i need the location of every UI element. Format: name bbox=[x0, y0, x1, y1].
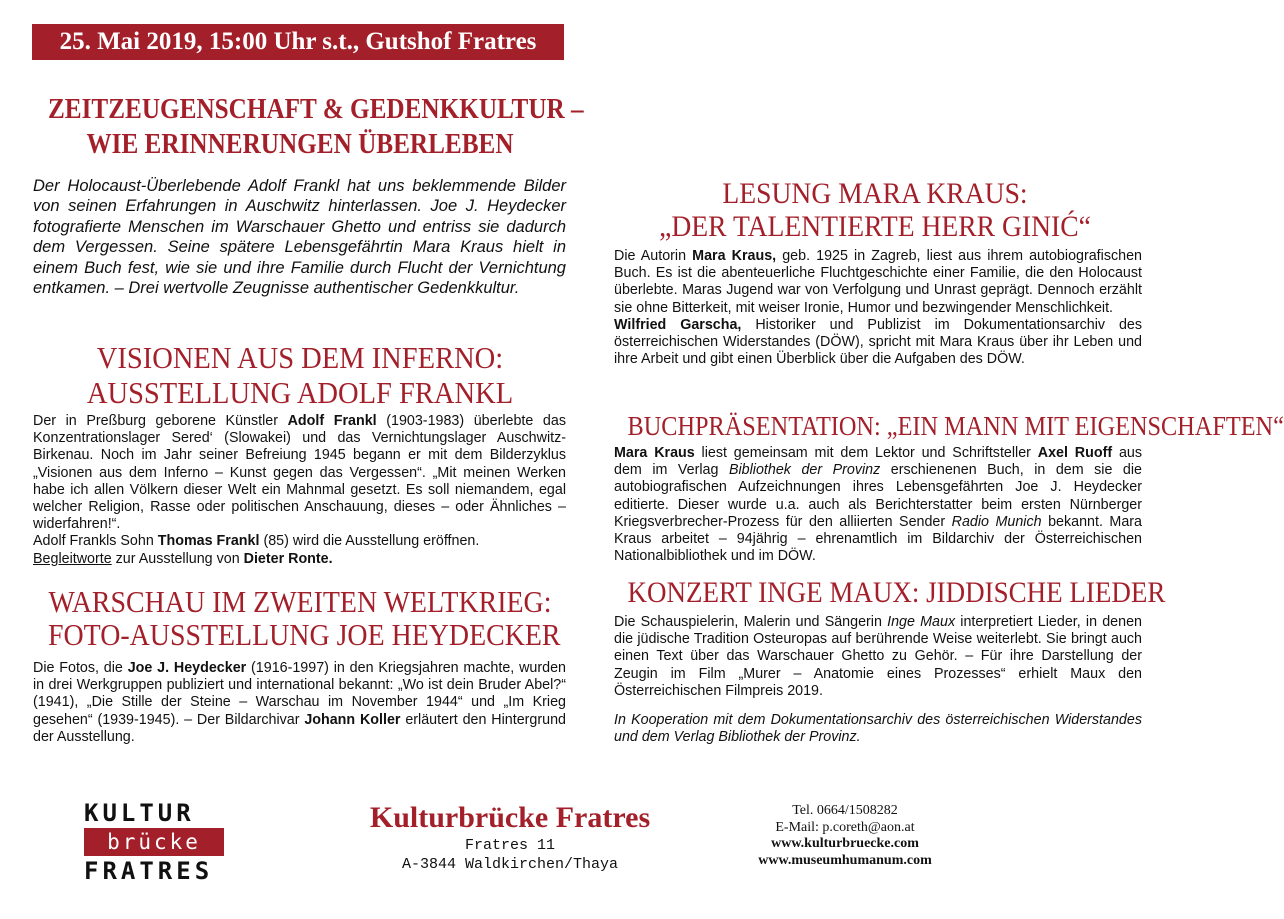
text-span: erschienenen Buch, in dem sie die autobiografischen Aufzeichnungen ihres Lebensgefährten Joe J. Heydecker editierte. Dieser wurde u.a. auch als Berichterstatter beim ersten Nürnberger Kriegsverbrecher-Prozess für den alliierten Sender bbox=[614, 462, 1143, 530]
frankl-opening-line bbox=[33, 533, 566, 550]
email-link[interactable]: E-Mail: p.coreth@aon.at bbox=[775, 819, 915, 835]
text-span: Die Fotos, die bbox=[33, 660, 128, 676]
heydecker-title-line-1: WARSCHAU IM ZWEITEN WELTKRIEG: bbox=[48, 584, 552, 619]
heydecker-description bbox=[33, 660, 566, 746]
reading-title-line-2: „DER TALENTIERTE HERR GINIĆ“ bbox=[659, 210, 1091, 243]
concert-description bbox=[614, 614, 1142, 700]
book-presentation-description bbox=[614, 445, 1142, 565]
author-name: Mara Kraus, bbox=[692, 248, 777, 264]
heydecker-exhibition-title bbox=[48, 584, 561, 652]
speaker-name: Dieter Ronte. bbox=[243, 550, 333, 567]
text-span: Adolf Frankls Sohn bbox=[33, 533, 158, 550]
heydecker-title-line-2: FOTO-AUSSTELLUNG JOE HEYDECKER bbox=[48, 617, 561, 652]
author-name: Mara Kraus bbox=[614, 445, 695, 461]
text-span: erläutert den Hintergrund der Ausstellung. bbox=[33, 711, 566, 745]
cooperation-note: In Kooperation mit dem Dokumentationsarchiv des österreichischen Widerstandes und dem Verlag Bibliothek der Provinz. bbox=[614, 712, 1142, 746]
historian-name: Wilfried Garscha, bbox=[614, 316, 742, 333]
date-banner: 25. Mai 2019, 15:00 Uhr s.t., Gutshof Fratres bbox=[32, 24, 564, 60]
logo-word-fratres: FRATRES bbox=[84, 857, 214, 885]
organizer-block bbox=[330, 800, 690, 874]
website-link-kulturbruecke[interactable]: www.kulturbruecke.com bbox=[771, 836, 919, 851]
text-span: Die Autorin bbox=[614, 248, 693, 264]
website-link-museumhumanum[interactable]: www.museumhumanum.com bbox=[758, 852, 932, 868]
logo-word-bruecke: brücke bbox=[84, 828, 224, 856]
concert-title: KONZERT INGE MAUX: JIDDISCHE LIEDER bbox=[627, 576, 1166, 609]
frankl-title-line-2: AUSSTELLUNG ADOLF FRANKL bbox=[86, 375, 514, 410]
address-line-2: A-3844 Waldkirchen/Thaya bbox=[401, 856, 619, 873]
contact-block bbox=[740, 803, 950, 869]
frankl-exhibition-title bbox=[42, 340, 557, 410]
frankl-description bbox=[33, 413, 566, 568]
main-title-line-2: WIE ERINNERUNGEN ÜBERLEBEN bbox=[86, 129, 514, 160]
phone: Tel. 0664/1508282 bbox=[792, 803, 898, 818]
son-name: Thomas Frankl bbox=[157, 533, 260, 550]
text-span: Historiker und Publizist im Dokumentationsarchiv des österreichischen Widerstandes (DÖW), spricht mit Mara Kraus über ihr Leben und ihre Arbeit und gibt einen Überblick über die Aufgaben des DÖW. bbox=[614, 316, 1142, 368]
radio-name: Radio Munich bbox=[951, 513, 1042, 530]
text-span: (85) wird die Ausstellung eröffnen. bbox=[259, 533, 480, 550]
logo-word-kultur: KULTUR bbox=[84, 799, 195, 827]
editor-name: Axel Ruoff bbox=[1037, 445, 1113, 461]
text-span: liest gemeinsam mit dem Lektor und Schriftsteller bbox=[694, 445, 1038, 461]
text-span: zur Ausstellung von bbox=[111, 550, 244, 567]
photographer-name: Joe J. Heydecker bbox=[127, 660, 247, 676]
text-span: Die Schauspielerin, Malerin und Sängerin bbox=[614, 614, 888, 630]
kulturbruecke-logo bbox=[84, 800, 229, 895]
text-span: geb. 1925 in Zagreb, liest aus ihrem autobiografischen Buch. Es ist die abenteuerliche Fluchtgeschichte einer Familie, die den Holocaust überlebte. Maras Jugend war von Verfolgung und Unrast geprägt. Dennoch erzählt sie ohne Bitterkeit, mit weiser Ironie, Humor und bezwingender Menschlichkeit. bbox=[614, 248, 1142, 316]
intro-paragraph: Der Holocaust-Überlebende Adolf Frankl hat uns beklemmende Bilder von seinen Erfahrungen in Auschwitz hinterlassen. Joe J. Heydecker fotografierte Menschen im Warschauer Ghetto und entriss sie dadurch dem Vergessen. Seine spätere Lebensgefährtin Mara Kraus hielt in einem Buch fest, wie sie und ihre Familie durch Flucht der Vernichtung entkamen. – Drei wertvolle Zeugnisse authentischer Gedenkkultur. bbox=[33, 177, 566, 298]
text-span: (1903-1983) überlebte das Konzentrationslager Sered‘ (Slowakei) und das Vernichtungslager Auschwitz-Birkenau. Noch im Jahr seiner Befreiung 1945 begann er mit dem Bilderzyklus „Visionen aus dem Inferno – Kunst gegen das Vergessen“. „Mit meinen Werken habe ich allen Völkern dieser Welt ein Mahnmal gesetzt. Es soll niemandem, egal welcher Religion, Rasse oder politischen Anschauung, dieses – oder Ähnliches – widerfahren!“. bbox=[33, 413, 566, 533]
publisher-name: Bibliothek der Provinz bbox=[728, 462, 881, 479]
reading-description bbox=[614, 248, 1142, 368]
frankl-title-line-1: VISIONEN AUS DEM INFERNO: bbox=[96, 340, 504, 375]
artist-name: Adolf Frankl bbox=[287, 413, 377, 429]
main-title-line-1: ZEITZEUGENSCHAFT & GEDENKKULTUR – bbox=[48, 94, 584, 125]
text-span: (1916-1997) in den Kriegsjahren machte, wurden in drei Werkgruppen publiziert und international bekannt: „Wo ist dein Bruder Abel?“ (1941), „Die Stille der Steine – Warschau im November 1944“ und „Im Krieg gesehen“ (1939-1945). – Der Bildarchivar bbox=[33, 660, 566, 728]
main-title bbox=[48, 92, 584, 162]
address-line-1: Fratres 11 bbox=[464, 837, 555, 854]
reading-title bbox=[622, 177, 1128, 243]
garscha-paragraph bbox=[614, 317, 1142, 369]
text-span: interpretiert Lieder, in denen die jüdische Tradition Osteuropas auf berührende Weise weiterlebt. Sie bringt auch einen Text über das Warschauer Ghetto zu Gehör. – Für ihre Darstellung der Zeugin im Film „Murer – Anatomie eines Prozesses“ erhielt Maux den Österreichischen Filmpreis 2019. bbox=[614, 614, 1142, 699]
text-span: aus dem im Verlag bbox=[614, 445, 1143, 479]
text-span: bekannt. Mara Kraus arbeitet – 94jährig – ehrenamtlich im Bildarchiv der Österreichischen Nationalbibliothek und im DÖW. bbox=[614, 513, 1143, 565]
book-presentation-title: BUCHPRÄSENTATION: „EIN MANN MIT EIGENSCHAFTEN“ bbox=[627, 411, 1284, 441]
frankl-intro-words-line bbox=[33, 551, 566, 568]
begleitworte-link[interactable]: Begleitworte bbox=[33, 550, 112, 567]
organizer-name: Kulturbrücke Fratres bbox=[369, 801, 651, 834]
reading-title-line-1: LESUNG MARA KRAUS: bbox=[722, 177, 1028, 210]
archivist-name: Johann Koller bbox=[304, 711, 401, 728]
singer-name: Inge Maux bbox=[887, 614, 956, 630]
text-span: Der in Preßburg geborene Künstler bbox=[33, 413, 288, 429]
